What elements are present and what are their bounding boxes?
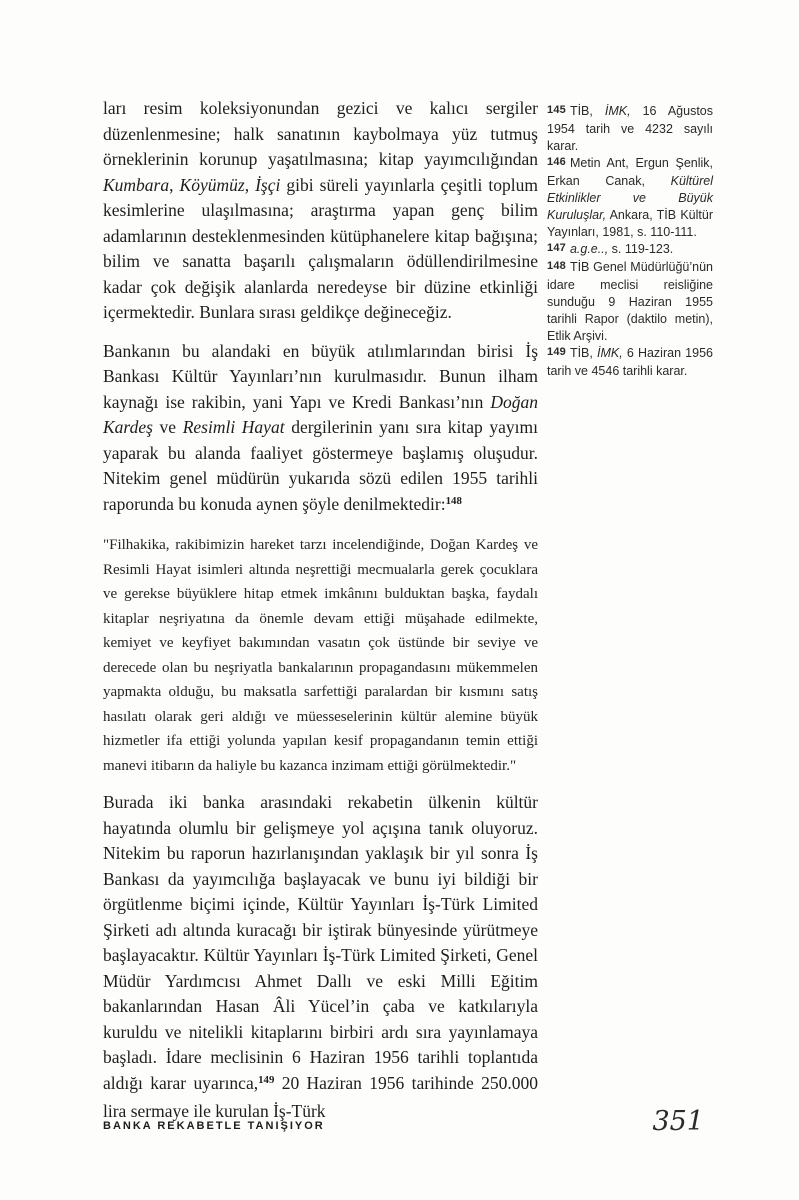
footnote-marker: 145 [547,103,566,116]
paragraph: Burada iki banka arasındaki rekabetin ülkenin kültür hayatında olumlu bir gelişmeye yol açışına tanık oluyoruz. Nitekim bu raporun hazırlanışından yaklaşık bir yıl sonra İş Bankası da yayımcılığa başlayacak ve bunu iyi bildiği bir örgütlenme biçimi içinde, Kültür Yayınları İş-Türk Limited Şirketi adı altında kuracağı bir iştirak bünyesinde yürütmeye başlayacaktır. Kültür Yayınları İş-Türk Limited Şirketi, Genel Müdür Yardımcısı Ahmet Dallı ve eski Milli Eğitim bakanlarından Hasan Âli Yücel’in çaba ve katkılarıyla kuruldu ve nitelikli kitaplarını birbiri ardı sıra yayınlamaya başladı. İdare meclisinin 6 Haziran 1956 tarihli toplantıda aldığı karar uyarınca,$^{149}$ 20 Haziran 1956 tarihinde 250.000 lira sermaye ile kurulan İş-Türk [103,792,538,1121]
page-number: 351 [652,1106,704,1137]
footnote-column [547,103,713,380]
running-title: BANKA REKABETLE TANIŞIYOR [103,1120,325,1132]
blockquote: "Filhakika, rakibimizin hareket tarzı incelendiğinde, Doğan Kardeş ve Resimli Hayat isimleri altında neşrettiği mecmualarla gerek çocuklara ve gerekse büyüklere hitap etmek imkânını bulduktan başka, faydalı kitaplar neşriyatına da önemle devam ettiği müşahade edilmekte, kemiyet ve keyfiyet bakımından vasatın çok üstünde bir seviye ve derecede olan bu neşriyatla bankalarının propagandasını mükemmelen yapmakta olduğu, bu maksatla sarfettiği paralardan bir kısmını satış hasılatı olarak geri aldığı ve müesseselerinin kültür alemine büyük hizmetler ifa ettiği yolunda yapılan kesif propagandanın temin ettiği manevi itibarın da haliyle bu kazanca inzimam ettiği görülmektedir." [103,537,538,774]
footnote-marker: 148 [547,259,566,272]
footnote-text: TİB, İMK, 6 Haziran 1956 tarih ve 4546 tarihli karar. [547,346,713,378]
paragraph: Bankanın bu alandaki en büyük atılımlarından birisi İş Bankası Kültür Yayınları’nın kurulmasıdır. Bunun ilham kaynağı ise rakibin, yani Yapı ve Kredi Bankası’nın Doğan Kardeş ve Resimli Hayat dergilerinin yanı sıra kitap yayımı yaparak bu alanda faaliyet göstermeye başlamış oluşudur. Nitekim genel müdürün yukarıda sözü edilen 1955 tarihli raporunda bu konuda aynen şöyle denilmektedir:$^{148}$ [103,340,538,514]
paragraph: ları resim koleksiyonundan gezici ve kalıcı sergiler düzenlenmesine; halk sanatının kaybolmaya yüz tutmuş örneklerinin korunup yaşatılmasına; kitap yayımcılığından Kumbara, Köyümüz, İşçi gibi süreli yayınlarla çeşitli toplum kesimlerine ulaşılmasına; araştırma yapan genç bilim adamlarının desteklenmesinden kütüphanelere kitap bağışına; bilim ve sanatta başarılı çalışmaların ödüllendirilmesine kadar çok değişik alanlarda neredeyse bir düzine etkinliği içermektedir. Bunlara sırası geldikçe değineceğiz. [103,98,539,322]
footnote-148 [547,259,713,345]
footnote-marker: 147 [547,241,566,254]
footnote-149 [547,345,713,380]
footnote-146 [547,155,713,241]
footnote-text: TİB, İMK, 16 Ağustos 1954 tarih ve 4232 sayılı karar. [547,104,713,153]
footnote-text: a.g.e.., s. 119-123. [569,242,674,256]
footnote-marker: 146 [547,155,566,168]
footnote-147 [547,241,713,259]
footnote-text: Metin Ant, Ergun Şenlik, Erkan Canak, Kültürel Etkinlikler ve Büyük Kuruluşlar, Ankara, TİB Kültür Yayınları, 1981, s. 110-111. [547,156,713,239]
footnote-145 [547,103,713,155]
main-text-column [103,96,538,1138]
footnote-text: TİB Genel Müdürlüğü’nün idare meclisi reisliğine sunduğu 9 Haziran 1955 tarihli Rapor (daktilo metin), Etlik Arşivi. [547,260,713,343]
footnote-marker: 149 [547,345,566,358]
